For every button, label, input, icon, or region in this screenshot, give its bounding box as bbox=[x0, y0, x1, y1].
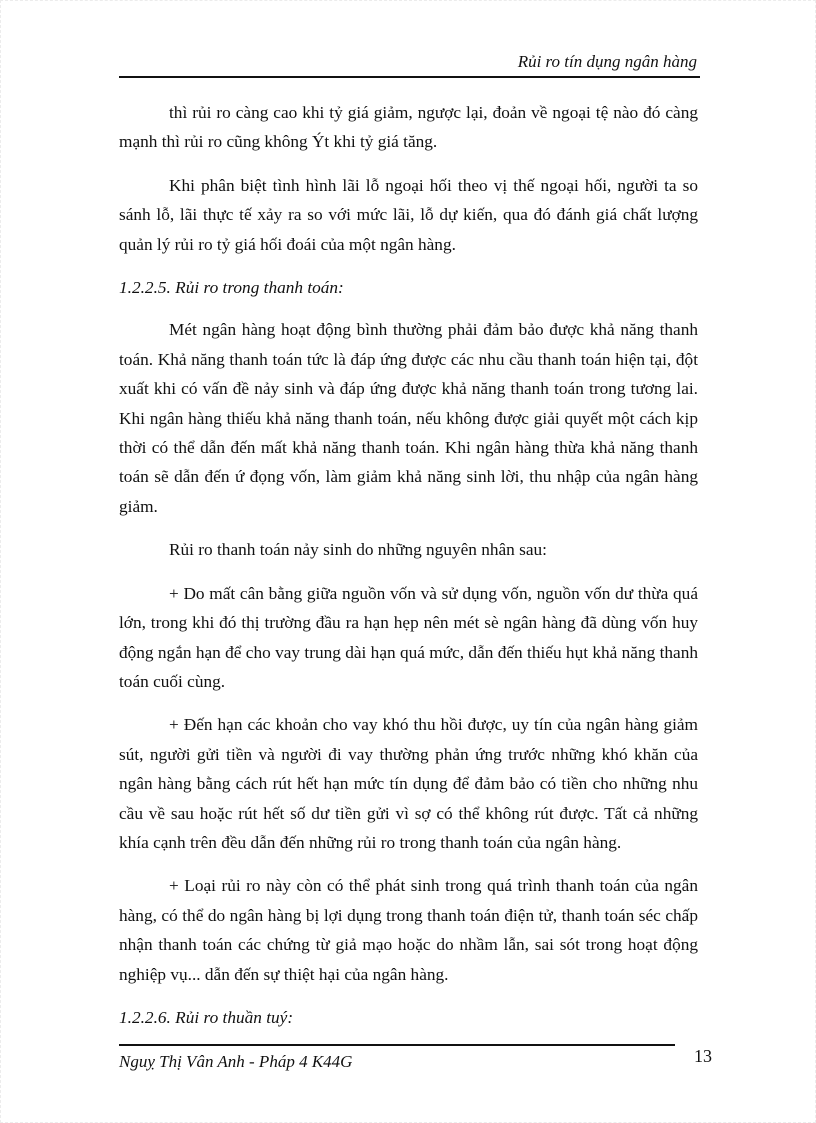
paragraph-6: + Đến hạn các khoản cho vay khó thu hồi được, uy tín của ngân hàng giảm sút, người gửi tiền và người đi vay thường phản ứng trước những khó khăn của ngân hàng bằng cách rút hết hạn mức tín dụng để đảm bảo có tiền cho những nhu cầu về sau hoặc rút hết số dư tiền gửi vì sợ có thể không rút được. Tất cả những khía cạnh trên đều dẫn đến những rủi ro trong thanh toán của ngân hàng. bbox=[119, 715, 698, 852]
paragraph-2: Khi phân biệt tình hình lãi lỗ ngoại hối theo vị thế ngoại hối, người ta so sánh lỗ, lãi thực tế xảy ra so với mức lãi, lỗ dự kiến, qua đó đánh giá chất lượng quản lý rủi ro tỷ giá hối đoái của một ngân hàng. bbox=[119, 175, 698, 254]
section-heading-1-2-2-6: 1.2.2.6. Rủi ro thuần tuý: bbox=[119, 1007, 294, 1027]
running-header-title: Rủi ro tín dụng ngân hàng bbox=[517, 52, 697, 71]
paragraph-1-text: thì rủi ro càng cao khi tỷ giá giảm, ngược lại, đoản về ngoại tệ nào đó càng mạnh thì rủi ro cũng không Ýt khi tỷ giá tăng. bbox=[119, 103, 698, 152]
paragraph-continuation bbox=[119, 98, 698, 157]
paragraph-7: + Loại rủi ro này còn có thể phát sinh trong quá trình thanh toán của ngân hàng, có thể do ngân hàng bị lợi dụng trong thanh toán điện tử, thanh toán séc chấp nhận thanh toán các chứng từ giả mạo hoặc do nhầm lẫn, sai sót trong hoạt động nghiệp vụ... dẫn đến sự thiệt hại của ngân hàng. bbox=[119, 876, 698, 984]
page-number: 13 bbox=[694, 1046, 712, 1066]
header-divider bbox=[119, 76, 700, 78]
paragraph-4: Rủi ro thanh toán nảy sinh do những nguyên nhân sau: bbox=[169, 540, 547, 560]
section-heading-1-2-2-5: 1.2.2.5. Rủi ro trong thanh toán: bbox=[119, 278, 344, 298]
footer-divider bbox=[119, 1044, 675, 1046]
paragraph-3: Mét ngân hàng hoạt động bình thường phải đảm bảo được khả năng thanh toán. Khả năng thanh toán tức là đáp ứng được các nhu cầu thanh toán hiện tại, đột xuất khi có vấn đề nảy sinh và đáp ứng được khả năng thanh toán trong tương lai. Khi ngân hàng thiếu khả năng thanh toán, nếu không được giải quyết một cách kịp thời có thể dẫn đến mất khả năng thanh toán. Khi ngân hàng thừa khả năng thanh toán sẽ dẫn đến ứ đọng vốn, làm giảm khả năng sinh lời, thu nhập của ngân hàng giảm. bbox=[119, 320, 698, 516]
paragraph-5: + Do mất cân bằng giữa nguồn vốn và sử dụng vốn, nguồn vốn dư thừa quá lớn, trong khi đó thị trường đầu ra hạn hẹp nên mét sè ngân hàng đã dùng vốn huy động ngắn hạn để cho vay trung dài hạn quá mức, dẫn đến thiếu hụt khả năng thanh toán cuối cùng. bbox=[119, 583, 698, 691]
document-body bbox=[119, 98, 698, 1045]
footer-author: Nguỵ Thị Vân Anh - Pháp 4 K44G bbox=[119, 1052, 353, 1071]
